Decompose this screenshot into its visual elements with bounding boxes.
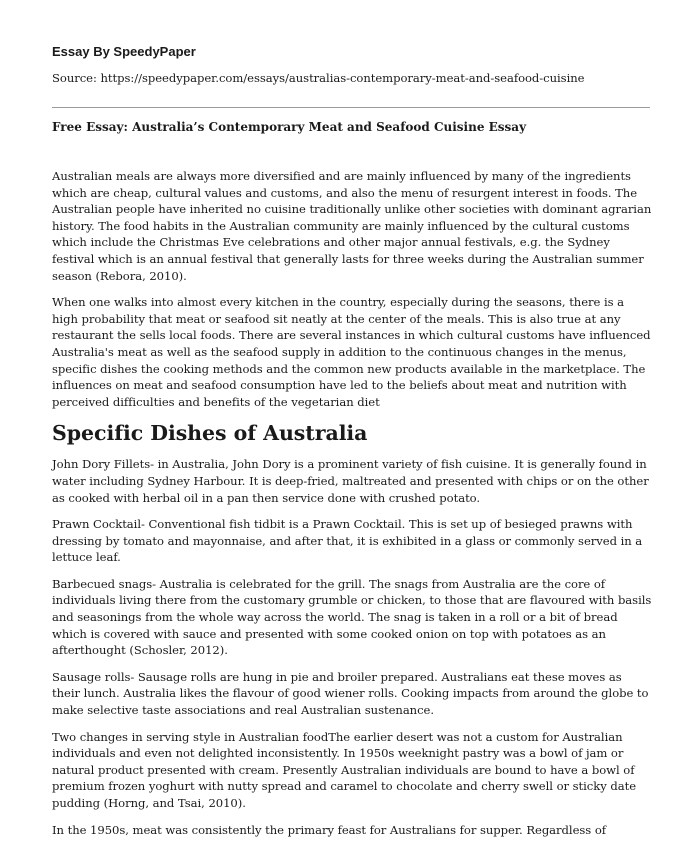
essay-body <box>52 168 652 848</box>
paragraph: Australian meals are always more diversified and are mainly influenced by many of the ingredients which are cheap, cultural values and customs, and also the menu of resurgent interest in foods. The Australian people have inherited no cuisine traditionally unlike other societies with dominant agrarian history. The food habits in the Australian community are mainly influenced by the cultural customs which include the Christmas Eve celebrations and other major annual festivals, e.g. the Sydney festival which is an annual festival that generally lasts for three weeks during the Australian summer season (Rebora, 2010). <box>52 169 652 283</box>
paragraph: When one walks into almost every kitchen in the country, especially during the seasons, there is a high probability that meat or seafood sit neatly at the center of the meals. This is also true at any restaurant the sells local foods. There are several instances in which cultural customs have influenced Australia's meat as well as the seafood supply in addition to the continuous changes in the menus, specific dishes the cooking methods and the common new products available in the marketplace. The influences on meat and seafood consumption have led to the beliefs about meat and nutrition with perceived difficulties and benefits of the vegetarian diet <box>52 295 651 409</box>
paragraph: Prawn Cocktail- Conventional fish tidbit is a Prawn Cocktail. This is set up of besieged prawns with dressing by tomato and mayonnaise, and after that, it is exhibited in a glass or commonly served in a lettuce leaf. <box>52 517 643 565</box>
header-divider <box>52 107 650 108</box>
paragraph: Barbecued snags- Australia is celebrated for the grill. The snags from Australia are the core of individuals living there from the customary grumble or chicken, to those that are flavoured with basils and seasonings from the whole way across the world. The snag is taken in a roll or a bit of bread which is covered with sauce and presented with some cooked onion on top with potatoes as an afterthought (Schosler, 2012). <box>52 576 652 658</box>
paragraph: In the 1950s, meat was consistently the primary feast for Australians for supper. Regardless of <box>52 822 606 837</box>
source-line: Source: https://speedypaper.com/essays/australias-contemporary-meat-and-seafood-cuisine <box>52 71 585 85</box>
paragraph: Sausage rolls- Sausage rolls are hung in pie and broiler prepared. Australians eat these moves as their lunch. Australia likes the flavour of good wiener rolls. Cooking impacts from around the globe to make selective taste associations and real Australian sustenance. <box>52 669 649 718</box>
paragraph: John Dory Fillets- in Australia, John Dory is a prominent variety of fish cuisine. It is generally found in water including Sydney Harbour. It is deep-fried, maltreated and presented with chips or on the other as cooked with herbal oil in a pan then service done with crushed potato. <box>52 457 649 505</box>
essay-title: Free Essay: Australia’s Contemporary Meat and Seafood Cuisine Essay <box>52 120 527 134</box>
section-heading: Specific Dishes of Australia <box>52 421 368 446</box>
site-title: Essay By SpeedyPaper <box>52 44 196 59</box>
paragraph: Two changes in serving style in Australian foodThe earlier desert was not a custom for Australian individuals and even not delighted inconsistently. In 1950s weeknight pastry was a bowl of jam or natural product presented with cream. Presently Australian individuals are bound to have a bowl of premium frozen yoghurt with nutty spread and caramel to chocolate and cherry swell or sticky date pudding (Horng, and Tsai, 2010). <box>52 729 637 810</box>
